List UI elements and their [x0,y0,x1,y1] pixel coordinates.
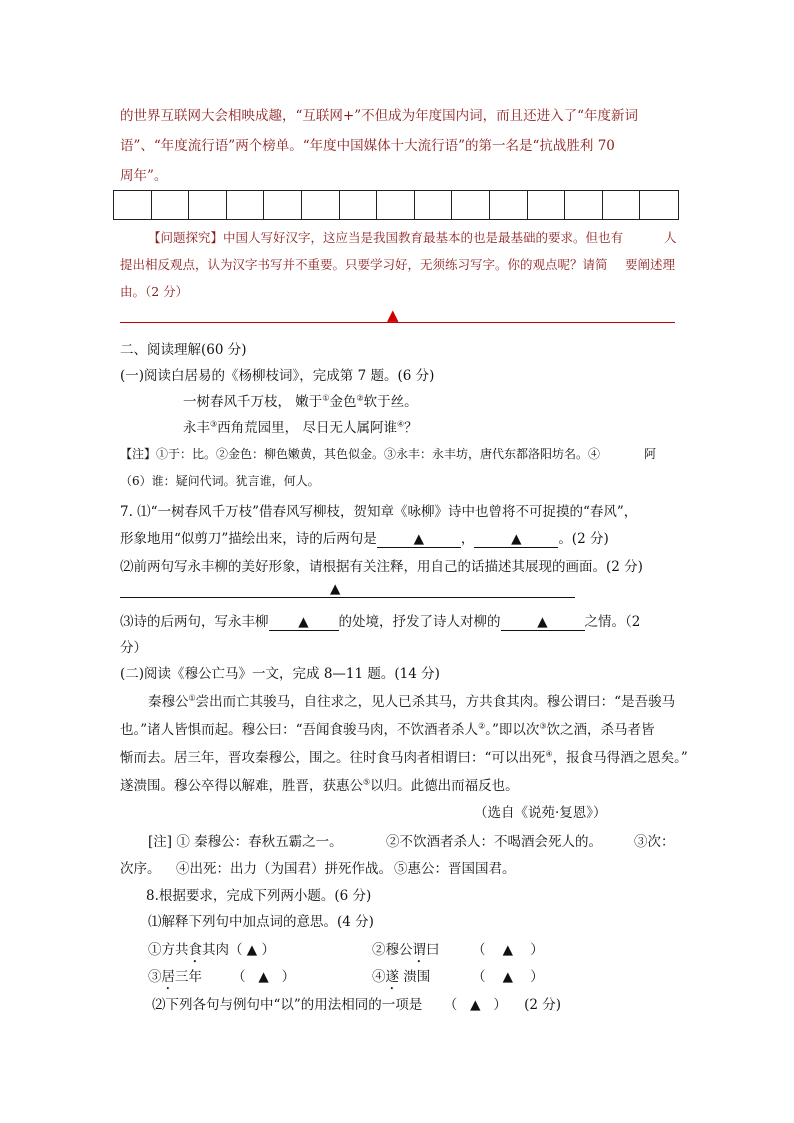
q8-sub2: ⑵下列各句与例句中“以”的用法相同的一项是 （ ▲ ） (2 分) [152,997,562,1013]
grid-cell[interactable] [152,191,190,219]
writing-grid[interactable] [113,190,679,220]
q7-line-5: ⑶诗的后两句，写永丰柳 ▲ 的处境，抒发了诗人对柳的 ▲ 之情。（2 [120,614,641,630]
q7-line-3: ⑵前两句写永丰柳的美好形象，请根据有关注释，用自己的话描述其展现的画面。(2 分) [120,559,643,575]
answer-blank[interactable]: ▲ [474,531,558,548]
part1-title: (一)阅读白居易的《杨柳枝词》，完成第 7 题。(6 分) [120,368,435,384]
answer-triangle-icon: ▲ [387,306,399,324]
explore-line-1-tail: 人 [664,230,677,245]
intro-line-1: 的世界互联网大会相映成趣，“互联网+”不但成为年度国内词，而且还进入了“年度新词 [120,108,639,124]
note1-line-2: （6）谁：疑问代词。犹言谁，何人。 [120,474,320,488]
note2-line-2-c: ⑤惠公：晋国国君。 [394,861,516,877]
note2-line-2-a: 次序。 [120,861,161,877]
q8-item-4-answer[interactable]: （ ▲ ） [472,969,544,985]
poem-line-1: 一树春风千万枝， 嫩于①金色②软于丝。 [183,393,418,410]
answer-blank[interactable]: ▲ [377,531,461,548]
q8-item-3: ③居三年 [148,969,202,985]
part2-title: (二)阅读《穆公亡马》一文，完成 8—11 题。(14 分) [120,666,440,682]
passage-line-2: 也。”诸人皆惧而起。穆公曰：“吾闻食骏马肉，不饮酒者杀人②。”即以次③饮之酒，杀马者皆 [120,721,655,738]
answer-triangle-icon[interactable]: ▲ [258,969,269,985]
q8-item-3-answer[interactable]: （ ▲ ） [232,969,296,985]
intro-line-3: 周年”。 [120,168,168,184]
passage-line-3: 惭而去。居三年，晋攻秦穆公，围之。往时食马肉者相谓曰：“可以出死④，报食马得酒之恩矣。” [120,749,688,766]
explore-line-3: 由。（2 分） [120,284,189,299]
section-title: 二、阅读理解(60 分) [120,342,247,358]
answer-line[interactable] [120,597,575,598]
answer-blank[interactable]: ▲ [501,614,585,631]
q8-item-2: ②穆公谓曰 [372,942,440,958]
answer-triangle-icon: ▲ [330,581,341,597]
note2-line-1-c: ③次： [634,834,675,850]
passage-line-1: 秦穆公①尝出而亡其骏马，自往求之，见人已杀其马，方共食其肉。穆公谓曰：“是吾骏马 [148,693,676,710]
answer-triangle-icon[interactable]: ▲ [470,997,481,1013]
note2-line-1-a: [注] ① 秦穆公：春秋五霸之一。 [148,834,343,850]
grid-cell[interactable] [264,191,302,219]
intro-line-2: 语”、“年度流行语”两个榜单。“年度中国媒体十大流行语”的第一名是“抗战胜利 70 [120,138,615,154]
answer-blank[interactable]: ▲ [269,614,339,631]
q8-sub1: ⑴解释下列句中加点词的意思。(4 分) [148,914,374,930]
note1-line-1: 【注】①于：比。②金色：柳色嫩黄，其色似金。③永丰：永丰坊，唐代东都洛阳坊名。④ [120,447,601,461]
q8-item-2-answer[interactable]: （ ▲ ） [472,942,544,958]
grid-cell[interactable] [603,191,641,219]
grid-cell[interactable] [415,191,453,219]
answer-triangle-icon[interactable]: ▲ [502,942,514,958]
grid-cell[interactable] [189,191,227,219]
q8-item-1: ①方共食其肉（ ▲ ） [148,942,275,958]
note1-line-1-tail: 阿 [644,447,657,461]
note2-line-1-b: ②不饮酒者杀人：不喝酒会死人的。 [386,834,602,850]
answer-triangle-icon[interactable]: ▲ [502,969,514,985]
explore-line-2-tail: 要阐述理 [625,257,676,272]
grid-cell[interactable] [452,191,490,219]
q8-title: 8.根据要求，完成下列两小题。(6 分) [146,888,372,904]
grid-cell[interactable] [340,191,378,219]
grid-cell[interactable] [377,191,415,219]
answer-triangle-icon[interactable]: ▲ [246,942,258,958]
grid-cell[interactable] [227,191,265,219]
answer-line[interactable] [120,322,675,323]
grid-cell[interactable] [302,191,340,219]
grid-cell[interactable] [490,191,528,219]
passage-source: （选自《说苑·复恩》） [474,805,607,821]
q7-line-2: 形象地用“似剪刀”描绘出来，诗的后两句是 ▲ ， ▲ 。(2 分) [120,531,609,547]
passage-line-4: 遂溃围。穆公卒得以解难，胜晋，获惠公⑤以归。此德出而福反也。 [120,777,519,794]
note2-line-2-b: ④出死：出力（为国君）拼死作战。 [176,861,392,877]
q7-line-1: 7. ⑴“一树春风千万枝”借春风写柳枝，贺知章《咏柳》诗中也曾将不可捉摸的“春风”， [120,504,638,520]
explore-line-2: 提出相反观点，认为汉字书写并不重要。只要学习好，无须练习写字。你的观点呢？请简 [120,257,608,272]
grid-cell[interactable] [640,191,678,219]
grid-cell[interactable] [565,191,603,219]
poem-line-2: 永丰③西角荒园里， 尽日无人属阿谁④？ [183,419,418,436]
grid-cell[interactable] [528,191,566,219]
grid-cell[interactable] [114,191,152,219]
explore-line-1: 【问题探究】中国人写好汉字，这应当是我国教育最基本的也是最基础的要求。但也有 [148,230,624,245]
q8-item-4: ④遂 溃围 [372,969,431,985]
q7-line-6: 分） [120,640,147,656]
